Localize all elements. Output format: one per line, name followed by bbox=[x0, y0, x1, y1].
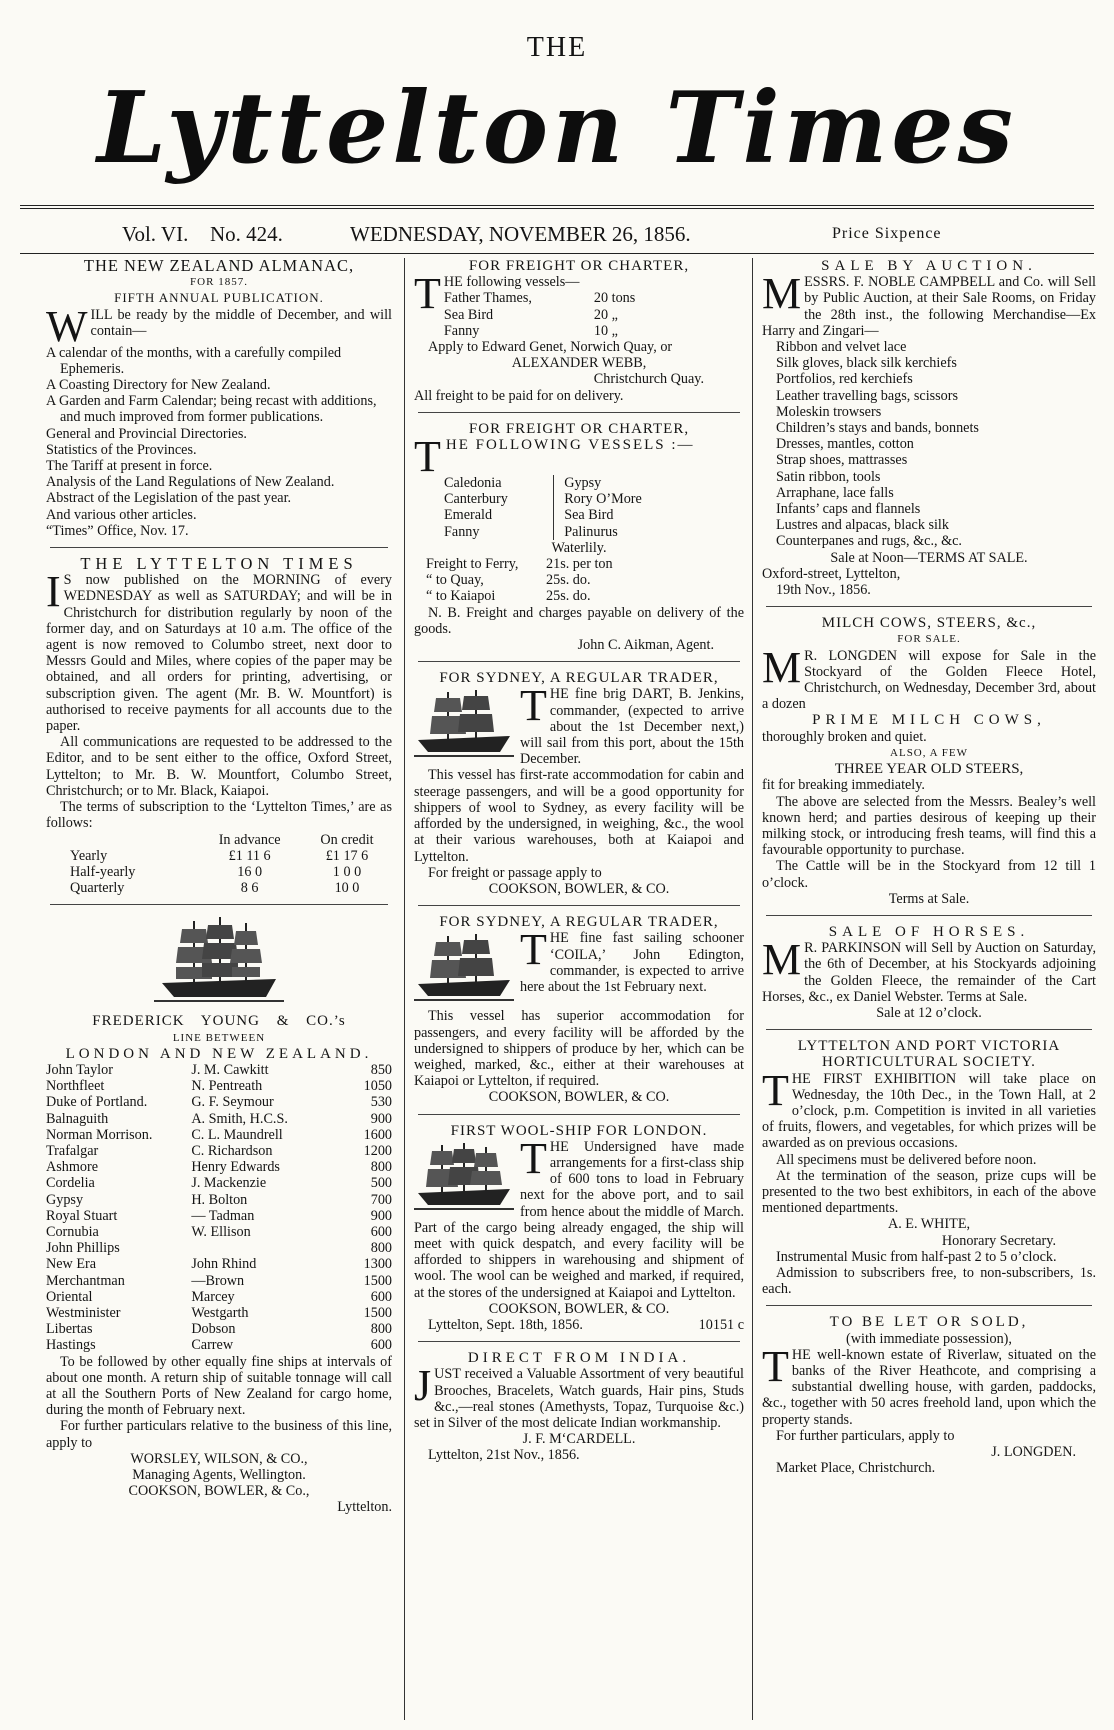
sydney1-para: This vessel has first-rate accommodation for cabin and steerage passengers, and will be a good opportunity for shippers of wool to Sydney, as every facility will be afforded by the undersigned, in weighing, &c., the wool at their various warehouses, both at Kaiapoi and Lyttelton. bbox=[414, 767, 744, 865]
horti-dropcap: T bbox=[762, 1065, 789, 1115]
vessel-tons: 20 „ bbox=[593, 306, 618, 323]
separator bbox=[418, 1114, 740, 1115]
terms-credit: 1 0 0 bbox=[332, 863, 362, 880]
column-2 bbox=[414, 258, 744, 1464]
vessel-name: Gypsy bbox=[564, 475, 602, 492]
ship-name: Cornubia bbox=[46, 1223, 99, 1240]
auction-item-list bbox=[762, 339, 1096, 550]
terms-header: In advance bbox=[218, 831, 281, 848]
captain-name: — Tadman bbox=[191, 1207, 255, 1224]
almanac-dropcap: W bbox=[46, 301, 88, 351]
almanac-edition: FIFTH ANNUAL PUBLICATION. bbox=[114, 290, 324, 306]
horti-music: Instrumental Music from half-past 2 to 5 o’clock. bbox=[776, 1248, 1057, 1265]
ship-name: John Phillips bbox=[46, 1240, 120, 1257]
ship-tons: 1300 bbox=[363, 1256, 392, 1273]
almanac-title: THE NEW ZEALAND ALMANAC, bbox=[83, 256, 355, 275]
terms-credit: £1 17 6 bbox=[325, 847, 369, 864]
ship-row bbox=[46, 1224, 392, 1240]
rate-value: 25s. do. bbox=[546, 572, 591, 589]
india-date: Lyttelton, 21st Nov., 1856. bbox=[428, 1447, 580, 1464]
ship-tons: 800 bbox=[370, 1240, 392, 1257]
ship-row bbox=[46, 1305, 392, 1321]
india-ad bbox=[414, 1350, 744, 1463]
auction-sale: Sale at Noon—TERMS AT SALE. bbox=[830, 549, 1028, 566]
ship-tons: 800 bbox=[370, 1159, 392, 1176]
milch-terms: Terms at Sale. bbox=[888, 890, 970, 907]
almanac-item: A Coasting Directory for New Zealand. bbox=[46, 377, 271, 394]
captain-name: J. M. Cawkitt bbox=[191, 1061, 269, 1078]
let-text: HE well-known estate of Riverlaw, situated on the banks of the River Heathcote, and comprising a substantial dwelling house, with garden, paddocks, &c., together with 50 acres freehold land, upon which the property stands. bbox=[762, 1346, 1096, 1428]
ship-name: Ashmore bbox=[46, 1159, 99, 1176]
ship-row bbox=[46, 1337, 392, 1353]
woolship-title: FIRST WOOL-SHIP FOR LONDON. bbox=[450, 1122, 708, 1139]
lyttelton-para3: The terms of subscription to the ‘Lyttelton Times,’ are as follows: bbox=[46, 799, 392, 832]
freight1-note: All freight to be paid for on delivery. bbox=[414, 387, 624, 404]
separator bbox=[418, 1341, 740, 1342]
horses-text: R. PARKINSON will Sell by Auction on Saturday, the 6th of December, at his Stockyards adjoining the Golden Fleece, the remainder of the Cart Horses, &c., ex Daniel Webster. Terms at Sale. bbox=[762, 940, 1096, 1005]
column-divider-1 bbox=[404, 258, 405, 1720]
ship-name: New Era bbox=[46, 1256, 97, 1273]
young-line: LINE BETWEEN bbox=[172, 1031, 266, 1044]
young-route: LONDON AND NEW ZEALAND. bbox=[65, 1045, 373, 1062]
horti-sig-title: Honorary Secretary. bbox=[941, 1232, 1056, 1249]
almanac-year: FOR 1857. bbox=[190, 276, 248, 289]
vessel-tons: 20 tons bbox=[593, 290, 636, 307]
almanac-item: Statistics of the Provinces. bbox=[46, 441, 197, 458]
milch-steers: THREE YEAR OLD STEERS, bbox=[834, 761, 1024, 778]
vessel-name: Fanny bbox=[444, 524, 554, 540]
rate-dest: “ to Kaiapoi bbox=[426, 588, 496, 605]
ship-tons: 600 bbox=[370, 1288, 392, 1305]
subscription-terms bbox=[46, 832, 392, 897]
let-apply: For further particulars, apply to bbox=[776, 1427, 955, 1444]
issue-number: No. 424. bbox=[210, 222, 283, 246]
milch-prime: PRIME MILCH COWS, bbox=[812, 712, 1046, 729]
freight2-intro: HE FOLLOWING VESSELS :— bbox=[445, 437, 695, 454]
sydney2-para: This vessel has superior accommodation for passengers, and every facility will be afforded by the undersigned to shippers of produce by her, which can be weighed, marked, &c., either at their warehouses at Kaiapoi or Lyttelton, if required. bbox=[414, 1008, 744, 1090]
sydney1-title: FOR SYDNEY, A REGULAR TRADER, bbox=[439, 670, 719, 687]
ship-name: Balnaguith bbox=[46, 1110, 109, 1127]
separator bbox=[50, 904, 388, 905]
auction-item: Children’s stays and bands, bonnets bbox=[776, 420, 979, 437]
vessel-name: Sea Bird bbox=[564, 507, 614, 524]
vessel-name: Father Thames, bbox=[443, 290, 532, 307]
column-1 bbox=[46, 258, 392, 1516]
milch-fit: fit for breaking immediately. bbox=[762, 777, 925, 794]
separator bbox=[766, 915, 1092, 916]
freight2-title: FOR FREIGHT OR CHARTER, bbox=[468, 420, 690, 437]
auction-dropcap: M bbox=[762, 269, 802, 319]
horti-sig: A. E. WHITE, bbox=[887, 1216, 971, 1233]
freight2-rates bbox=[426, 556, 613, 605]
freight2-agent: John C. Aikman, Agent. bbox=[577, 637, 714, 654]
almanac-item: Analysis of the Land Regulations of New Zealand. bbox=[46, 474, 335, 491]
sydney1-text: HE fine brig DART, B. Jenkins, commander, (expected to arrive about the 1st December next,) will sail from this port, about the 15th December. bbox=[520, 686, 744, 768]
terms-header: On credit bbox=[320, 831, 374, 848]
ship-tons: 1500 bbox=[363, 1272, 392, 1289]
ship-name: Westminister bbox=[46, 1304, 121, 1321]
ship-row bbox=[46, 1094, 392, 1110]
ship-name: Duke of Portland. bbox=[46, 1094, 148, 1111]
ship-row bbox=[46, 1240, 392, 1256]
ship-tons: 850 bbox=[370, 1061, 392, 1078]
freight2-note: N. B. Freight and charges payable on delivery of the goods. bbox=[414, 604, 744, 637]
let-sub: (with immediate possession), bbox=[846, 1330, 1012, 1347]
lyttelton-para2: All communications are requested to be addressed to the Editor, and to be sent either to the office, Oxford Street, Lyttelton; to Mr. B. W. Mountfort, Columbo Street, Christchurch; or to Mr. Black, Kaiapoi. bbox=[46, 734, 392, 799]
horticultural-ad bbox=[762, 1038, 1096, 1297]
terms-credit: 10 0 bbox=[334, 880, 360, 897]
ship-name: Libertas bbox=[46, 1321, 93, 1338]
ship-tons: 530 bbox=[370, 1094, 392, 1111]
captain-name: Dobson bbox=[191, 1321, 236, 1338]
sydney2-text: HE fine fast sailing schooner ‘COILA,’ John Edington, commander, is expected to arrive here about the 1st February next. bbox=[520, 930, 744, 995]
let-place: Market Place, Christchurch. bbox=[776, 1460, 936, 1477]
sydney2-agent: COOKSON, BOWLER, & CO. bbox=[488, 1089, 670, 1106]
horti-text: HE FIRST EXHIBITION will take place on Wednesday, the 10th Dec., in the Town Hall, at 2 o’clock, p.m. Competition is invited in all varieties of fruits, flowers, and vegetables, for which prizes will be awarded as on previous occasions. bbox=[762, 1070, 1096, 1152]
horses-ad bbox=[762, 924, 1096, 1021]
ship-row bbox=[46, 1111, 392, 1127]
freight2-vessels bbox=[444, 475, 704, 540]
vessel-name: Palinurus bbox=[564, 523, 618, 540]
captain-name: G. F. Seymour bbox=[191, 1094, 274, 1111]
captain-name: John Rhind bbox=[191, 1256, 257, 1273]
ship-row bbox=[46, 1256, 392, 1272]
ship-row bbox=[46, 1289, 392, 1305]
vessel-name: Emerald bbox=[444, 507, 554, 523]
milch-title: MILCH COWS, STEERS, &c., bbox=[821, 615, 1037, 632]
captain-name: A. Smith, H.C.S. bbox=[191, 1110, 288, 1127]
freight1-vessels bbox=[444, 290, 635, 339]
vessel-name: Rory O’More bbox=[564, 491, 642, 508]
india-dropcap: J bbox=[414, 1361, 432, 1411]
auction-item: Infants’ caps and flannels bbox=[776, 501, 921, 518]
ship-illustration-icon bbox=[414, 686, 514, 762]
masthead-rule-double bbox=[20, 208, 1094, 209]
sydney1-dropcap: T bbox=[520, 681, 547, 731]
ship-illustration-icon bbox=[414, 1139, 514, 1215]
vessel-tons: 10 „ bbox=[593, 322, 618, 339]
terms-label: Quarterly bbox=[70, 880, 125, 897]
captain-name: W. Ellison bbox=[191, 1223, 251, 1240]
ship-tons: 800 bbox=[370, 1321, 392, 1338]
milch-para2: The Cattle will be in the Stockyard from 12 till 1 o’clock. bbox=[762, 858, 1096, 891]
ship-tons: 600 bbox=[370, 1337, 392, 1354]
milch-dropcap: M bbox=[762, 642, 802, 692]
woolship-text: HE Undersigned have made arrangements for a first-class ship of 600 tons to load in February next for the above port, and to sail from hence about the middle of March. Part of the cargo being already engaged, the ship will meet with quick despatch, and every facility will be afforded to shippers in warehousing and shipment of wool. The wool can be weighed and marked, if required, at the stores of the undersigned at Kaiapoi and Lyttelton. bbox=[414, 1138, 744, 1301]
ship-row bbox=[46, 1078, 392, 1094]
masthead-title: Lyttelton Times bbox=[97, 71, 1017, 186]
sydney-ad-2 bbox=[414, 914, 744, 1105]
lyttelton-dropcap: I bbox=[46, 567, 61, 617]
auction-item: Silk gloves, black silk kerchiefs bbox=[776, 355, 957, 372]
rate-dest: “ to Quay, bbox=[426, 572, 484, 589]
separator bbox=[766, 606, 1092, 607]
freight1-intro: HE following vessels— bbox=[443, 274, 580, 291]
auction-item: Portfolios, red kerchiefs bbox=[776, 371, 913, 388]
ship-name: Oriental bbox=[46, 1288, 93, 1305]
auction-item: Strap shoes, mattrasses bbox=[776, 452, 908, 469]
auction-title: SALE BY AUCTION. bbox=[821, 258, 1037, 274]
auction-text: ESSRS. F. NOBLE CAMPBELL and Co. will Sell by Public Auction, at their Sale Rooms, on Friday the 28th inst., the following Merchandise—Ex Harry and Zingari— bbox=[762, 274, 1096, 339]
lyttelton-title: THE LYTTELTON TIMES bbox=[80, 554, 358, 574]
milch-ad bbox=[762, 615, 1096, 907]
ship-row bbox=[46, 1062, 392, 1078]
milch-also: ALSO, A FEW bbox=[890, 746, 968, 759]
captain-name: Carrew bbox=[191, 1337, 234, 1354]
ship-name: Northfleet bbox=[46, 1078, 105, 1095]
horti-title: LYTTELTON AND PORT VICTORIA bbox=[797, 1038, 1061, 1055]
captain-name: H. Bolton bbox=[191, 1191, 248, 1208]
freight2-last: Waterlily. bbox=[551, 539, 607, 556]
ship-row bbox=[46, 1208, 392, 1224]
almanac-item: A calendar of the months, with a carefully compiled Ephemeris. bbox=[46, 344, 342, 377]
separator bbox=[766, 1029, 1092, 1030]
ship-tons: 500 bbox=[370, 1175, 392, 1192]
vessel-name: Sea Bird bbox=[443, 306, 494, 323]
milch-para1: The above are selected from the Messrs. Bealey’s well known herd; and parties desirous of keeping up their milking stock, or introducing fresh teams, will find this a favourable opportunity to purchase. bbox=[762, 793, 1096, 859]
freight-ad-1 bbox=[414, 258, 744, 404]
separator bbox=[418, 905, 740, 906]
ship-name: Trafalgar bbox=[46, 1142, 99, 1159]
horti-para2: At the termination of the season, prize cups will be presented to the two best exhibitors, in each of the above mentioned departments. bbox=[762, 1167, 1096, 1217]
separator bbox=[418, 661, 740, 662]
lyttelton-times-notice bbox=[46, 556, 392, 896]
freight1-agent-place: Christchurch Quay. bbox=[593, 371, 704, 388]
woolship-date: Lyttelton, Sept. 18th, 1856. bbox=[428, 1316, 583, 1333]
sydney2-title: FOR SYDNEY, A REGULAR TRADER, bbox=[439, 914, 719, 931]
india-agent: J. F. M‘CARDELL. bbox=[522, 1431, 636, 1448]
let-dropcap: T bbox=[762, 1341, 789, 1391]
sydney1-agent: COOKSON, BOWLER, & CO. bbox=[488, 880, 670, 897]
let-agent: J. LONGDEN. bbox=[991, 1444, 1076, 1461]
woolship-dropcap: T bbox=[520, 1133, 547, 1183]
young-para2: For further particulars relative to the business of this line, apply to bbox=[46, 1418, 392, 1451]
woolship-ad bbox=[414, 1123, 744, 1334]
terms-advance: £1 11 6 bbox=[228, 847, 271, 864]
terms-advance: 8 6 bbox=[240, 880, 259, 897]
woolship-ref: 10151 c bbox=[698, 1316, 744, 1333]
horses-dropcap: M bbox=[762, 935, 802, 985]
horses-title: SALE OF HORSES. bbox=[828, 923, 1030, 940]
ship-row bbox=[46, 1192, 392, 1208]
volume: Vol. VI. bbox=[122, 222, 189, 246]
ship-row bbox=[46, 1159, 392, 1175]
column-divider-2 bbox=[752, 258, 753, 1720]
almanac-item: The Tariff at present in force. bbox=[46, 458, 213, 475]
almanac-signoff: “Times” Office, Nov. 17. bbox=[46, 522, 189, 539]
sydney2-dropcap: T bbox=[520, 925, 547, 975]
auction-item: Dresses, mantles, cotton bbox=[776, 436, 914, 453]
captain-name: Westgarth bbox=[191, 1304, 249, 1321]
vessel-name: Canterbury bbox=[444, 491, 554, 507]
vessel-name: Fanny bbox=[443, 322, 480, 339]
auction-item: Satin ribbon, tools bbox=[776, 468, 881, 485]
lyttelton-para1: S now published on the MORNING of every WEDNESDAY as well as SATURDAY; and will be in Christchurch for distribution regularly by noon of the former day, and on Saturdays at 10 a.m. The office of the agent is now removed to Columbo street, next door to Messrs Gould and Miles, where copies of the paper may be obtained, and all orders for printing, advertising, or subscription given. The agent (Mr. B. W. Mountfort) is authorised to receive payments for all accounts due to the paper. bbox=[46, 572, 392, 735]
ship-name: Cordelia bbox=[46, 1175, 95, 1192]
young-agent2: COOKSON, BOWLER, & Co., bbox=[128, 1483, 310, 1500]
terms-label: Half-yearly bbox=[70, 863, 136, 880]
let-ad bbox=[762, 1314, 1096, 1476]
almanac-item: General and Provincial Directories. bbox=[46, 425, 247, 442]
ship-name: Gypsy bbox=[46, 1191, 84, 1208]
ship-tons: 900 bbox=[370, 1207, 392, 1224]
rate-value: 21s. per ton bbox=[546, 556, 613, 573]
terms-label: Yearly bbox=[70, 847, 108, 864]
captain-name bbox=[191, 1240, 346, 1256]
separator bbox=[766, 1305, 1092, 1306]
separator bbox=[50, 547, 388, 548]
milch-sub: FOR SALE. bbox=[897, 633, 961, 646]
ship-tons: 700 bbox=[370, 1191, 392, 1208]
vessel-name: Caledonia bbox=[444, 475, 554, 491]
auction-date: 19th Nov., 1856. bbox=[776, 582, 871, 599]
freight1-dropcap: T bbox=[414, 269, 441, 319]
ship-row bbox=[46, 1175, 392, 1191]
auction-ad bbox=[762, 258, 1096, 598]
ship-row bbox=[46, 1321, 392, 1337]
sydney1-apply: For freight or passage apply to bbox=[428, 864, 602, 881]
column-3 bbox=[762, 258, 1096, 1476]
woolship-agent: COOKSON, BOWLER, & CO. bbox=[488, 1300, 670, 1317]
ship-row bbox=[46, 1273, 392, 1289]
ship-illustration-icon bbox=[154, 913, 284, 1009]
young-para1: To be followed by other equally fine ships at intervals of about one month. A return ship of suitable tonnage will call at all the Southern Ports of New Zealand for cargo home, during the month of February next. bbox=[46, 1353, 392, 1419]
young-agent1-sub: Managing Agents, Wellington. bbox=[132, 1467, 306, 1483]
horses-time: Sale at 12 o’clock. bbox=[876, 1004, 982, 1021]
captain-name: Marcey bbox=[191, 1288, 235, 1305]
freight2-dropcap: T bbox=[414, 432, 443, 482]
auction-item: Arraphane, lace falls bbox=[776, 484, 894, 501]
almanac-item: Abstract of the Legislation of the past year. bbox=[46, 490, 292, 507]
almanac-item: And various other articles. bbox=[46, 506, 197, 523]
captain-name: Henry Edwards bbox=[191, 1159, 280, 1176]
horti-para1: All specimens must be delivered before noon. bbox=[776, 1151, 1037, 1168]
ship-name: Norman Morrison. bbox=[46, 1126, 153, 1143]
ship-tons: 1050 bbox=[363, 1078, 392, 1095]
auction-item: Lustres and alpacas, black silk bbox=[776, 517, 949, 534]
issue-date: WEDNESDAY, NOVEMBER 26, 1856. bbox=[350, 222, 691, 246]
ship-illustration-icon bbox=[414, 930, 514, 1006]
milch-quiet: thoroughly broken and quiet. bbox=[762, 728, 927, 745]
ship-name: Merchantman bbox=[46, 1272, 125, 1289]
almanac-item: A Garden and Farm Calendar; being recast with additions, and much improved from former publications. bbox=[46, 393, 377, 426]
ship-name: John Taylor bbox=[46, 1061, 113, 1078]
captain-name: —Brown bbox=[191, 1272, 245, 1289]
masthead-rule-top bbox=[20, 205, 1094, 206]
ship-tons: 1500 bbox=[363, 1304, 392, 1321]
rate-value: 25s. do. bbox=[546, 588, 591, 605]
ship-tons: 1600 bbox=[363, 1126, 392, 1143]
separator bbox=[418, 412, 740, 413]
ship-tons: 900 bbox=[370, 1110, 392, 1127]
ship-name: Royal Stuart bbox=[46, 1207, 118, 1224]
captain-name: C. L. Maundrell bbox=[191, 1126, 283, 1143]
young-line-ad bbox=[46, 913, 392, 1515]
ship-name: Hastings bbox=[46, 1337, 96, 1354]
young-agent2-sub: Lyttelton. bbox=[337, 1499, 392, 1516]
freight-ad-2 bbox=[414, 421, 744, 653]
young-title: FREDERICK YOUNG & CO.’s bbox=[92, 1013, 346, 1030]
auction-item: Ribbon and velvet lace bbox=[776, 339, 907, 356]
let-title: TO BE LET OR SOLD, bbox=[829, 1314, 1029, 1331]
auction-item: Counterpanes and rugs, &c., &c. bbox=[776, 533, 962, 550]
price: Price Sixpence bbox=[832, 225, 942, 242]
young-agent1: WORSLEY, WILSON, & CO., bbox=[130, 1450, 308, 1467]
freight1-apply: Apply to Edward Genet, Norwich Quay, or bbox=[428, 339, 673, 356]
terms-advance: 16 0 bbox=[237, 863, 263, 880]
almanac-ad bbox=[46, 258, 392, 539]
india-text: UST received a Valuable Assortment of very beautiful Brooches, Bracelets, Watch guards, Hair pins, Studs &c.,—real stones (Amethysts, Topaz, Turquoise &c.) set in Silver of the most delicate Indian workmanship. bbox=[414, 1366, 744, 1431]
freight1-title: FOR FREIGHT OR CHARTER, bbox=[468, 258, 690, 274]
captain-name: J. Mackenzie bbox=[191, 1175, 267, 1192]
sydney-ad-1 bbox=[414, 670, 744, 897]
ship-row bbox=[46, 1143, 392, 1159]
captain-name: N. Pentreath bbox=[191, 1078, 263, 1095]
auction-item: Moleskin trowsers bbox=[776, 403, 882, 420]
auction-place: Oxford-street, Lyttelton, bbox=[762, 565, 901, 582]
milch-text: R. LONGDEN will expose for Sale in the Stockyard of the Golden Fleece Hotel, Christchurch, on Wednesday, December 3rd, about a dozen bbox=[762, 647, 1096, 713]
horti-admission: Admission to subscribers free, to non-subscribers, 1s. each. bbox=[762, 1264, 1096, 1298]
ship-tons: 600 bbox=[370, 1223, 392, 1240]
ship-row bbox=[46, 1127, 392, 1143]
horti-title2: HORTICULTURAL SOCIETY. bbox=[822, 1054, 1036, 1071]
almanac-intro: ILL be ready by the middle of December, and will contain— bbox=[90, 306, 392, 339]
auction-item: Leather travelling bags, scissors bbox=[776, 387, 959, 404]
ship-tons: 1200 bbox=[363, 1142, 392, 1159]
ship-list bbox=[46, 1062, 392, 1354]
freight1-agent: ALEXANDER WEBB, bbox=[511, 355, 647, 372]
rate-dest: Freight to Ferry, bbox=[426, 556, 519, 573]
dateline-rule bbox=[20, 253, 1094, 254]
captain-name: C. Richardson bbox=[191, 1142, 273, 1159]
masthead-article: THE bbox=[526, 32, 588, 63]
dateline bbox=[20, 222, 1094, 250]
india-title: DIRECT FROM INDIA. bbox=[467, 1350, 691, 1367]
